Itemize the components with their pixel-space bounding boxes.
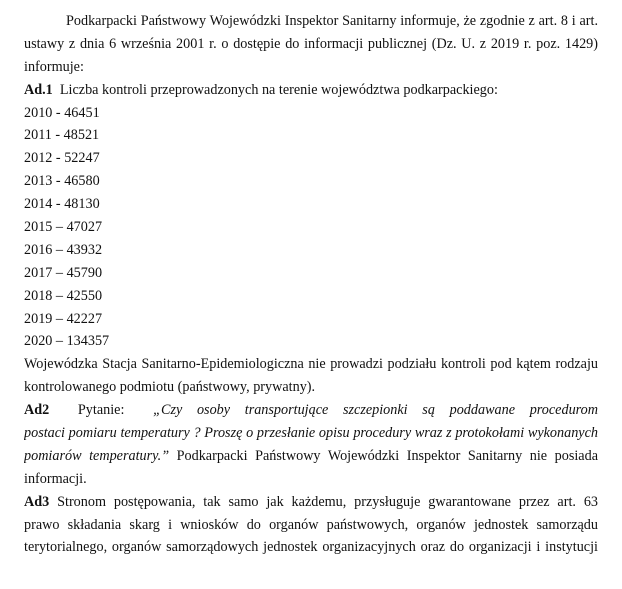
ad2-answer: Podkarpacki Państwowy Wojewódzki Inspektor Sanitarny nie posiada — [176, 447, 598, 464]
year-row: 2010 - 46451 — [24, 104, 100, 121]
year-row: 2018 – 42550 — [24, 287, 103, 304]
year-row: 2015 – 47027 — [24, 219, 103, 236]
ad2-line-4: informacji. — [24, 470, 87, 487]
year-row: 2016 – 43932 — [24, 241, 103, 258]
ad2-line-3 — [24, 445, 598, 468]
ad1-note-line-1: Wojewódzka Stacja Sanitarno-Epidemiologiczna nie prowadzi podziału kontroli pod kątem rodzaju — [24, 356, 598, 373]
intro-line-3: informuje: — [24, 58, 84, 75]
ad1-text: Liczba kontroli przeprowadzonych na terenie województwa podkarpackiego: — [59, 81, 498, 98]
ad1-heading — [24, 79, 598, 102]
year-row: 2020 – 134357 — [24, 333, 110, 350]
ad2-question-part-3: pomiarów temperatury.” — [24, 447, 170, 464]
ad3-line-3: terytorialnego, organów samorządowych jednostek organizacyjnych oraz do organizacji i instytucji — [24, 539, 598, 556]
year-row: 2011 - 48521 — [24, 127, 100, 144]
document-page — [24, 10, 598, 559]
ad3-line-2: prawo składania skarg i wniosków do organów państwowych, organów jednostek samorządu — [24, 516, 598, 533]
ad3-label: Ad3 — [24, 493, 50, 510]
ad1-year-list — [24, 102, 598, 354]
year-row: 2017 – 45790 — [24, 264, 103, 281]
ad2-line-1 — [24, 399, 598, 422]
ad2-question-part-1: „Czy osoby transportujące szczepionki są poddawane procedurom — [153, 402, 598, 419]
intro-line-1: Podkarpacki Państwowy Wojewódzki Inspektor Sanitarny informuje, że zgodnie z art. 8 i art. — [66, 13, 598, 29]
year-row: 2019 – 42227 — [24, 310, 103, 327]
ad3-line-1 — [24, 491, 598, 514]
ad1-note-line-2: kontrolowanego podmiotu (państwowy, prywatny). — [24, 379, 316, 396]
ad3-text-1: Stronom postępowania, tak samo jak każdemu, przysługuje gwarantowane przez art. 63 — [57, 493, 598, 510]
ad1-label: Ad.1 — [24, 81, 53, 98]
ad2-label: Ad2 — [24, 402, 50, 419]
intro-line-2: ustawy z dnia 6 września 2001 r. o dostępie do informacji publicznej (Dz. U. z 2019 r. poz. 1429) — [24, 35, 598, 52]
ad2-prefix: Pytanie: — [77, 402, 125, 419]
year-row: 2014 - 48130 — [24, 196, 100, 213]
year-row: 2012 - 52247 — [24, 150, 100, 167]
ad2-line-2 — [24, 422, 598, 445]
year-row: 2013 - 46580 — [24, 173, 100, 190]
ad2-question-part-2: postaci pomiaru temperatury ? Proszę o przesłanie opisu procedury wraz z protokołami wykonanych — [24, 425, 598, 442]
